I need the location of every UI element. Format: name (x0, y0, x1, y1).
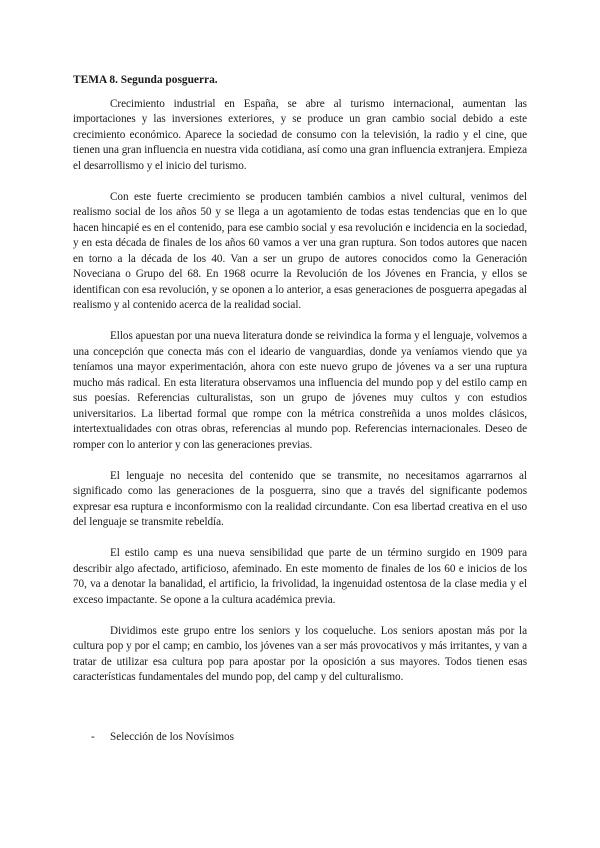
document-body (73, 73, 527, 745)
paragraph-1: Crecimiento industrial en España, se abre al turismo internacional, aumentan las importaciones y las inversiones exteriores, y se produce un gran cambio social debido a este crecimiento económico. Aparece la sociedad de consumo con la televisión, la radio y el cine, que tienen una gran influencia en nuestra vida cotidiana, así como una gran influencia extranjera. Empieza el desarrollismo y el inicio del turismo. (73, 97, 527, 172)
list-item-label: Selección de los Novísimos (110, 730, 234, 743)
list-item (73, 730, 527, 746)
paragraph-3: Ellos apuestan por una nueva literatura donde se reivindica la forma y el lenguaje, volvemos a una concepción que conecta más con el ideario de vanguardias, donde ya veníamos viendo que ya teníamos una mayor experimentación, ahora con este nuevo grupo de jóvenes va a ser una ruptura mucho más radical. En esta literatura observamos una influencia del mundo pop y del estilo camp en sus poesías. Referencias culturalistas, son un grupo de jóvenes muy cultos y con estudios universitarios. La libertad formal que rompe con la métrica constreñida a unos moldes clásicos, intertextualidades con otras obras, referencias al mundo pop. Referencias internacionales. Deseo de romper con lo anterior y con las generaciones previas. (73, 330, 527, 451)
list-bullet: - (91, 730, 95, 743)
paragraph-5: El estilo camp es una nueva sensibilidad que parte de un término surgido en 1909 para describir algo afectado, artificioso, afeminado. En este momento de finales de los 60 e inicios de los 70, va a denotar la banalidad, el artificio, la frivolidad, la ingenuidad ostentosa de la clase media y el exceso impactante. Se opone a la cultura académica previa. (73, 547, 527, 606)
paragraph-2: Con este fuerte crecimiento se producen también cambios a nivel cultural, venimos del realismo social de los años 50 y se llega a un agotamiento de todas estas tendencias que en lo que hacen hincapié es en el contenido, para ese cambio social y esa revolución e incidencia en la sociedad, y en esta década de finales de los años 60 vamos a ver una gran ruptura. Son todos autores que nacen en torno a la década de los 40. Van a ser un grupo de autores conocidos como la Generación Noveciana o Grupo del 68. En 1968 ocurre la Revolución de los Jóvenes en Francia, y ellos se identifican con esa revolución, y se oponen a lo anterior, a esas generaciones de posguerra apegadas al realismo y al contenido acerca de la realidad social. (73, 190, 527, 311)
section-list (73, 730, 527, 746)
page-title: TEMA 8. Segunda posguerra. (73, 74, 218, 86)
paragraph-6: Dividimos este grupo entre los seniors y los coqueluche. Los seniors apostan más por la cultura pop y por el camp; en cambio, los jóvenes van a ser más provocativos y más irritantes, y van a tratar de utilizar esa cultura pop para apostar por la oposición a sus mayores. Todos tienen esas características fundamentales del mundo pop, del camp y del culturalismo. (73, 624, 527, 683)
paragraph-4: El lenguaje no necesita del contenido que se transmite, no necesitamos agarrarnos al significado como las generaciones de la posguerra, sino que a través del significante podemos expresar esa ruptura e inconformismo con la realidad circundante. Con esa libertad creativa en el uso del lenguaje se transmite rebeldía. (73, 469, 527, 528)
